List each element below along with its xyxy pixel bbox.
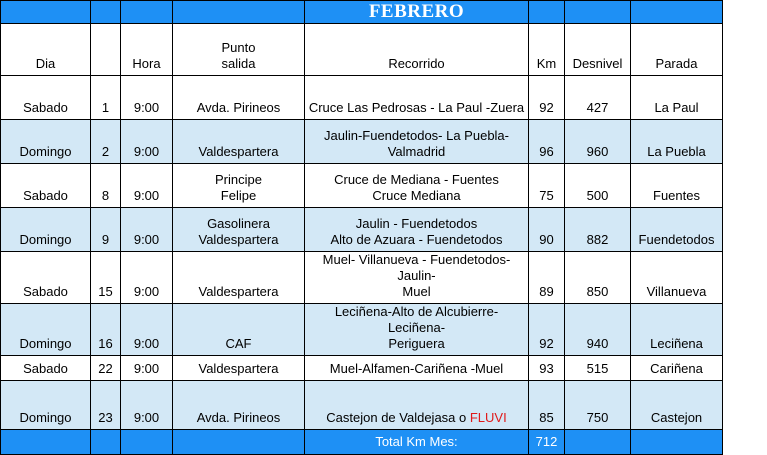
cell-punto-salida-line: Principe bbox=[215, 172, 262, 187]
cell-num[interactable] bbox=[91, 304, 121, 356]
cell-desnivel-line: 850 bbox=[586, 284, 609, 299]
cell-hora-line: 9:00 bbox=[133, 144, 160, 159]
column-header-row bbox=[1, 24, 723, 76]
cell-hora-line: 9:00 bbox=[133, 100, 160, 115]
cell-desnivel[interactable] bbox=[565, 304, 631, 356]
cell-num-line: 15 bbox=[98, 284, 113, 299]
cell-num[interactable] bbox=[91, 252, 121, 304]
cell[interactable] bbox=[565, 1, 631, 24]
cell-num-line: 16 bbox=[98, 336, 113, 351]
cell-recorrido-line: Muel bbox=[402, 284, 431, 299]
header-km[interactable]: Km bbox=[529, 24, 565, 76]
cell-dia[interactable] bbox=[1, 76, 91, 120]
cell-parada-line: Villanueva bbox=[646, 284, 707, 299]
cell-desnivel[interactable] bbox=[565, 208, 631, 252]
cell-dia[interactable] bbox=[1, 381, 91, 430]
header-recorrido[interactable]: Recorrido bbox=[305, 24, 529, 76]
cell-recorrido[interactable] bbox=[305, 76, 529, 120]
cell-desnivel-line: 940 bbox=[586, 336, 609, 351]
cell-punto-salida-line: Valdespartera bbox=[198, 284, 279, 299]
cell-dia-line: Domingo bbox=[19, 232, 72, 247]
cell-punto-salida-line: CAF bbox=[225, 336, 252, 351]
cell-km-line: 75 bbox=[539, 188, 554, 203]
cell-dia-line: Domingo bbox=[19, 410, 72, 425]
cell-recorrido[interactable] bbox=[305, 252, 529, 304]
cell-hora[interactable] bbox=[121, 381, 173, 430]
cell-punto-salida[interactable] bbox=[173, 381, 305, 430]
cell-dia[interactable] bbox=[1, 164, 91, 208]
cell-hora[interactable] bbox=[121, 252, 173, 304]
table-row bbox=[1, 76, 723, 120]
cell-km-line: 93 bbox=[539, 361, 554, 376]
cell-hora-line: 9:00 bbox=[133, 361, 160, 376]
cell-parada-line: La Puebla bbox=[647, 144, 706, 159]
cell-recorrido-line: Jaulin - Fuendetodos bbox=[355, 216, 478, 231]
cell-punto-salida[interactable] bbox=[173, 356, 305, 381]
cell-km[interactable] bbox=[529, 381, 565, 430]
total-km-label[interactable]: Total Km Mes: bbox=[305, 430, 529, 455]
cell-km-line: 96 bbox=[539, 144, 554, 159]
cell-num-line: 1 bbox=[101, 100, 110, 115]
cell-parada[interactable] bbox=[631, 76, 723, 120]
table-row bbox=[1, 304, 723, 356]
total-km-value[interactable]: 712 bbox=[529, 430, 565, 455]
table-row bbox=[1, 381, 723, 430]
cell-punto-salida[interactable] bbox=[173, 208, 305, 252]
cell[interactable] bbox=[565, 430, 631, 455]
cell-punto-salida-line: Avda. Pirineos bbox=[196, 410, 281, 425]
cell-parada-line: Castejon bbox=[650, 410, 703, 425]
cell-hora[interactable] bbox=[121, 304, 173, 356]
table-row bbox=[1, 252, 723, 304]
cell-desnivel[interactable] bbox=[565, 252, 631, 304]
cell-recorrido-line: Valmadrid bbox=[387, 144, 446, 159]
cell-parada[interactable] bbox=[631, 356, 723, 381]
highlighted-text: FLUVI bbox=[469, 410, 507, 425]
cell-dia-line: Domingo bbox=[19, 336, 72, 351]
cell[interactable] bbox=[121, 430, 173, 455]
cell-punto-salida[interactable] bbox=[173, 120, 305, 164]
cell-hora[interactable] bbox=[121, 76, 173, 120]
cell-desnivel-line: 427 bbox=[586, 100, 609, 115]
cell-punto-salida-line: Felipe bbox=[220, 188, 257, 203]
cell[interactable] bbox=[1, 1, 91, 24]
title-row bbox=[1, 1, 723, 24]
cell-recorrido-line: Muel-Alfamen-Cariñena -Muel bbox=[329, 361, 504, 376]
cell[interactable] bbox=[91, 1, 121, 24]
cell-km[interactable] bbox=[529, 120, 565, 164]
cell-recorrido-line: Leciñena-Alto de Alcubierre-Leciñena- bbox=[334, 304, 499, 335]
cell-num[interactable] bbox=[91, 356, 121, 381]
cell-km-line: 89 bbox=[539, 284, 554, 299]
cell-num-line: 23 bbox=[98, 410, 113, 425]
table-row bbox=[1, 356, 723, 381]
cell-parada[interactable] bbox=[631, 252, 723, 304]
cell-recorrido-line: Jaulin-Fuendetodos- La Puebla- bbox=[323, 128, 509, 143]
cell-parada[interactable] bbox=[631, 164, 723, 208]
cell-desnivel-line: 882 bbox=[586, 232, 609, 247]
cell-dia[interactable] bbox=[1, 356, 91, 381]
cell-parada-line: Leciñena bbox=[650, 336, 703, 351]
cell-desnivel[interactable] bbox=[565, 120, 631, 164]
cell-desnivel[interactable] bbox=[565, 164, 631, 208]
cell-recorrido-line: Muel- Villanueva - Fuendetodos-Jaulin- bbox=[322, 252, 511, 283]
cell-desnivel-line: 515 bbox=[586, 361, 609, 376]
cell-parada[interactable] bbox=[631, 208, 723, 252]
cell-num-line: 22 bbox=[98, 361, 113, 376]
cell-punto-salida[interactable] bbox=[173, 252, 305, 304]
cell-parada-line: Cariñena bbox=[650, 361, 703, 376]
cell[interactable] bbox=[631, 1, 723, 24]
cell[interactable] bbox=[91, 430, 121, 455]
cell-num[interactable] bbox=[91, 208, 121, 252]
header-desnivel[interactable]: Desnivel bbox=[565, 24, 631, 76]
cell-km-line: 92 bbox=[539, 336, 554, 351]
cell-desnivel[interactable] bbox=[565, 76, 631, 120]
cell-punto-salida[interactable] bbox=[173, 76, 305, 120]
cell-dia[interactable] bbox=[1, 304, 91, 356]
cell-recorrido-line: Castejon de Valdejasa o bbox=[326, 410, 470, 425]
cell-km[interactable] bbox=[529, 304, 565, 356]
cell-hora-line: 9:00 bbox=[133, 336, 160, 351]
header-punto-line1: Punto bbox=[221, 40, 256, 55]
cell-km[interactable] bbox=[529, 252, 565, 304]
cell-parada[interactable] bbox=[631, 120, 723, 164]
cell-recorrido[interactable] bbox=[305, 381, 529, 430]
cell-km[interactable] bbox=[529, 356, 565, 381]
cell-hora-line: 9:00 bbox=[133, 410, 160, 425]
cell-punto-salida-line: Valdespartera bbox=[198, 361, 279, 376]
cell-punto-salida-line: Valdespartera bbox=[198, 144, 279, 159]
cell-recorrido-line: Cruce Las Pedrosas - La Paul -Zuera bbox=[308, 100, 525, 115]
cell-recorrido-line: Cruce Mediana bbox=[372, 188, 461, 203]
cell-hora-line: 9:00 bbox=[133, 232, 160, 247]
cell-dia[interactable] bbox=[1, 120, 91, 164]
cell[interactable] bbox=[529, 1, 565, 24]
cell-km[interactable] bbox=[529, 164, 565, 208]
header-punto-salida[interactable] bbox=[173, 24, 305, 76]
cell-punto-salida-line: Valdespartera bbox=[198, 232, 279, 247]
cell-km[interactable] bbox=[529, 208, 565, 252]
cell-desnivel[interactable] bbox=[565, 381, 631, 430]
cell-km[interactable] bbox=[529, 76, 565, 120]
cell[interactable] bbox=[1, 430, 91, 455]
cell-dia[interactable] bbox=[1, 208, 91, 252]
cell-dia-line: Domingo bbox=[19, 144, 72, 159]
cell-parada-line: La Paul bbox=[654, 100, 699, 115]
cell-dia-line: Sabado bbox=[23, 100, 68, 115]
cell-num-line: 9 bbox=[101, 232, 110, 247]
header-dia[interactable]: Dia bbox=[1, 24, 91, 76]
cell-dia-line: Sabado bbox=[23, 284, 68, 299]
cell-punto-salida[interactable] bbox=[173, 164, 305, 208]
cell-recorrido[interactable] bbox=[305, 120, 529, 164]
header-parada[interactable]: Parada bbox=[631, 24, 723, 76]
table-row bbox=[1, 208, 723, 252]
cell-num[interactable] bbox=[91, 76, 121, 120]
cell-recorrido-line: Periguera bbox=[388, 336, 445, 351]
cell-dia[interactable] bbox=[1, 252, 91, 304]
cell-recorrido[interactable] bbox=[305, 356, 529, 381]
cell-hora[interactable] bbox=[121, 356, 173, 381]
cell-recorrido[interactable] bbox=[305, 164, 529, 208]
cell-desnivel-line: 500 bbox=[586, 188, 609, 203]
cell-num[interactable] bbox=[91, 381, 121, 430]
cell-hora[interactable] bbox=[121, 120, 173, 164]
header-punto-line2: salida bbox=[221, 56, 256, 71]
cell-recorrido[interactable] bbox=[305, 208, 529, 252]
cell-punto-salida[interactable] bbox=[173, 304, 305, 356]
cell[interactable] bbox=[173, 1, 305, 24]
cell-recorrido-line: Alto de Azuara - Fuendetodos bbox=[330, 232, 503, 247]
cell-punto-salida-line: Gasolinera bbox=[207, 216, 270, 231]
cell[interactable] bbox=[631, 430, 723, 455]
cell-parada[interactable] bbox=[631, 381, 723, 430]
cell-km-line: 90 bbox=[539, 232, 554, 247]
cell-parada[interactable] bbox=[631, 304, 723, 356]
table-row bbox=[1, 120, 723, 164]
cell[interactable] bbox=[173, 430, 305, 455]
header-hora[interactable]: Hora bbox=[121, 24, 173, 76]
cell-num-line: 2 bbox=[101, 144, 110, 159]
cell-recorrido-line: Cruce de Mediana - Fuentes bbox=[334, 172, 499, 187]
cell-km-line: 85 bbox=[539, 410, 554, 425]
cell-desnivel[interactable] bbox=[565, 356, 631, 381]
cell-desnivel-line: 960 bbox=[586, 144, 609, 159]
cell-recorrido[interactable] bbox=[305, 304, 529, 356]
cell-hora[interactable] bbox=[121, 164, 173, 208]
cell-punto-salida-line: Avda. Pirineos bbox=[196, 100, 281, 115]
cell-hora-line: 9:00 bbox=[133, 188, 160, 203]
cell-hora-line: 9:00 bbox=[133, 284, 160, 299]
table-row bbox=[1, 164, 723, 208]
cell-parada-line: Fuendetodos bbox=[638, 232, 715, 247]
cell-desnivel-line: 750 bbox=[586, 410, 609, 425]
cell-dia-line: Sabado bbox=[23, 361, 68, 376]
header-num[interactable] bbox=[91, 24, 121, 76]
cell[interactable] bbox=[121, 1, 173, 24]
total-row bbox=[1, 430, 723, 455]
cell-num[interactable] bbox=[91, 164, 121, 208]
cell-dia-line: Sabado bbox=[23, 188, 68, 203]
cell-num-line: 8 bbox=[101, 188, 110, 203]
cell-num[interactable] bbox=[91, 120, 121, 164]
cell-hora[interactable] bbox=[121, 208, 173, 252]
cell-km-line: 92 bbox=[539, 100, 554, 115]
month-title[interactable]: FEBRERO bbox=[305, 1, 529, 24]
cell-parada-line: Fuentes bbox=[653, 188, 700, 203]
